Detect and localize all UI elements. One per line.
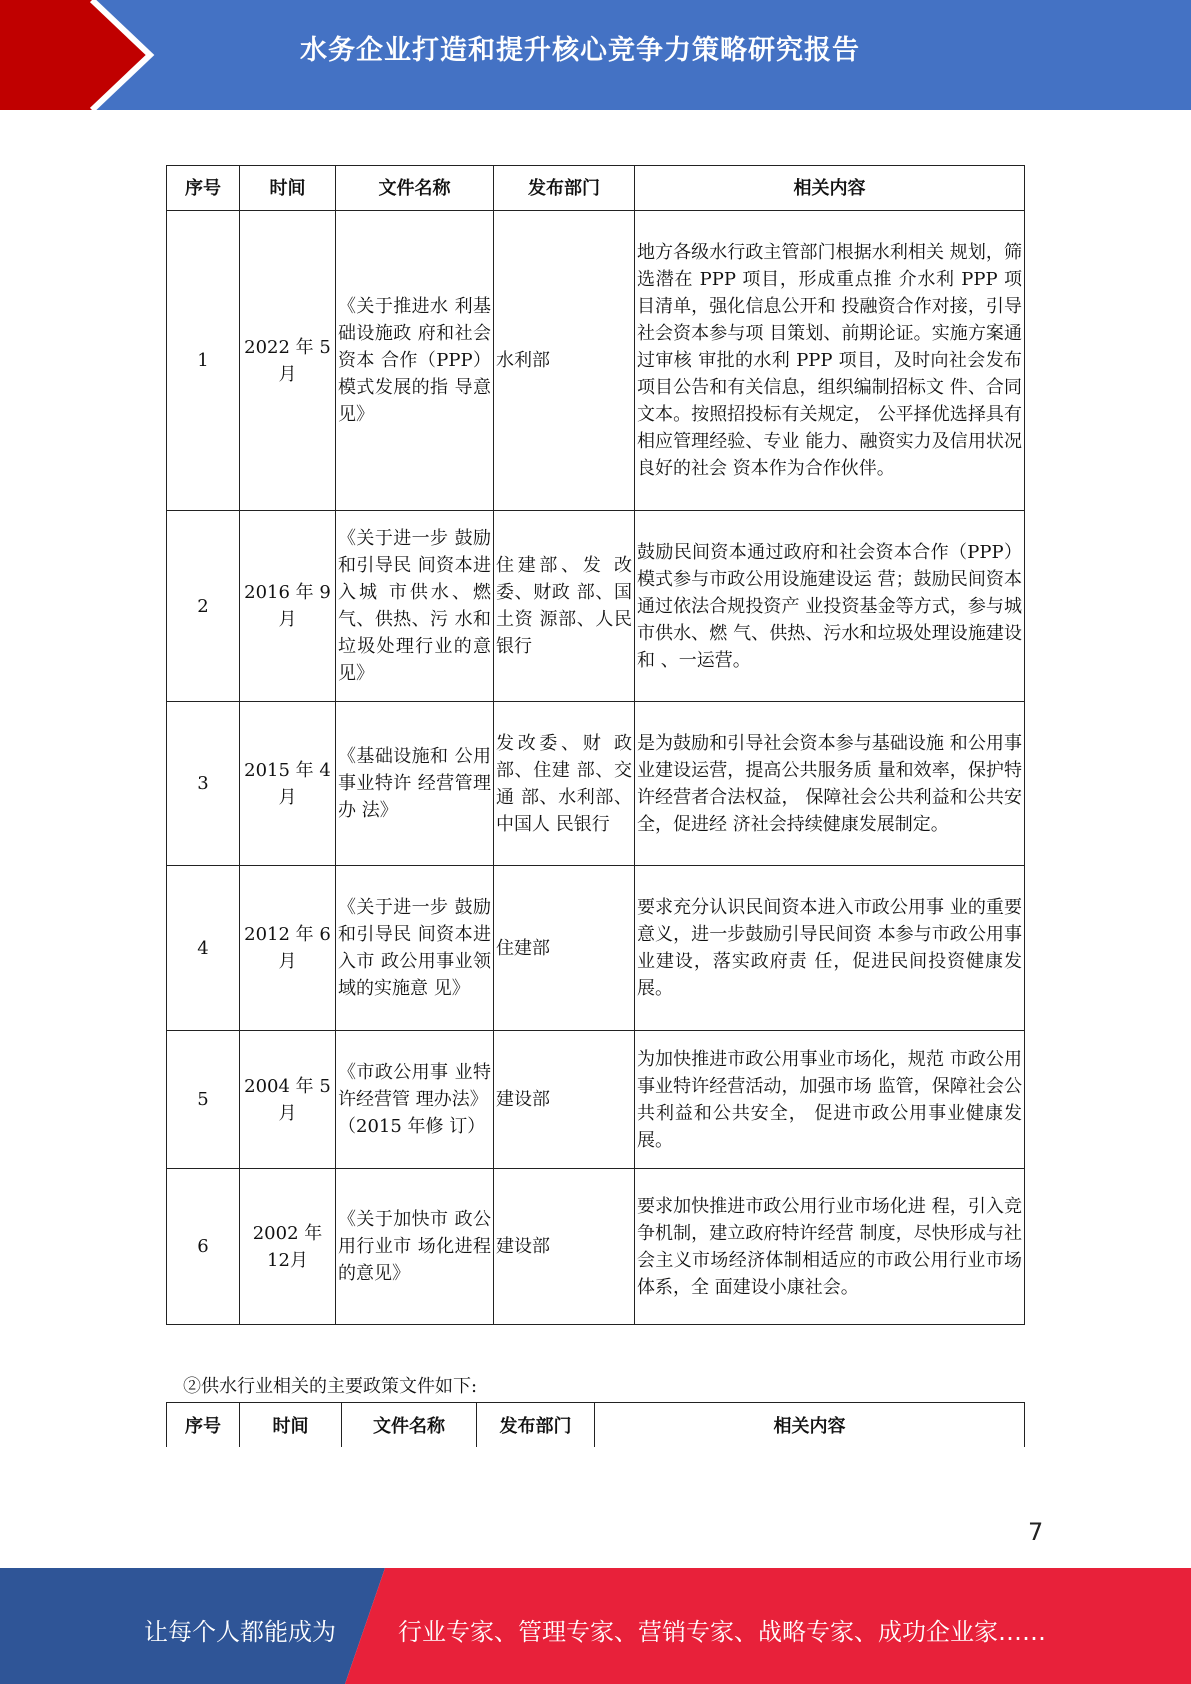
- table-header-row: [167, 1403, 1025, 1448]
- col-header-name: 文件名称: [342, 1403, 477, 1448]
- row-dept: 住建部: [494, 866, 635, 1031]
- row-no: 6: [167, 1169, 240, 1325]
- policy-table-2: [166, 1402, 1025, 1447]
- table-row: [167, 702, 1025, 866]
- row-time: 2015 年 4月: [240, 702, 336, 866]
- row-content: 为加快推进市政公用事业市场化，规范 市政公用事业特许经营活动，加强市场 监管，保障社会公共利益和公共安全， 促进市政公用事业健康发展。: [635, 1031, 1025, 1169]
- table-header-row: [167, 166, 1025, 211]
- row-name-title: 《市政公用事 业特许经营管 理办法》: [338, 1062, 491, 1110]
- row-dept: 住建部、发 改委、财政 部、国土资 源部、人民 银行: [494, 511, 635, 702]
- row-name-note: （2015 年修 订）: [338, 1116, 486, 1137]
- row-name: [336, 1031, 494, 1169]
- row-no: 3: [167, 702, 240, 866]
- table-row: [167, 211, 1025, 511]
- row-time: 2012 年 6月: [240, 866, 336, 1031]
- col-header-time: 时间: [240, 166, 336, 211]
- row-name: 《关于进一步 鼓励和引导民 间资本进入市 政公用事业领 域的实施意 见》: [336, 866, 494, 1031]
- policy-table: [166, 165, 1025, 1325]
- section-heading: ②供水行业相关的主要政策文件如下:: [183, 1376, 478, 1397]
- col-header-content: 相关内容: [595, 1403, 1025, 1448]
- row-dept: 建设部: [494, 1169, 635, 1325]
- row-content: 是为鼓励和引导社会资本参与基础设施 和公用事业建设运营，提高公共服务质 量和效率，保护特许经营者合法权益， 保障社会公共利益和公共安全，促进经 济社会持续健康发展制定。: [635, 702, 1025, 866]
- footer-slogan-left: 让每个人都能成为: [144, 1618, 336, 1646]
- col-header-name: 文件名称: [336, 166, 494, 211]
- row-time: 2016 年 9月: [240, 511, 336, 702]
- row-no: 4: [167, 866, 240, 1031]
- row-dept: 建设部: [494, 1031, 635, 1169]
- table-row: [167, 1031, 1025, 1169]
- row-time: 2002 年 12月: [240, 1169, 336, 1325]
- table-row: [167, 1169, 1025, 1325]
- row-name: 《关于推进水 利基础设施政 府和社会资本 合作（PPP） 模式发展的指 导意见》: [336, 211, 494, 511]
- row-content: 要求加快推进市政公用行业市场化进 程，引入竞争机制，建立政府特许经营 制度，尽快形成与社会主义市场经济体制相适应的市政公用行业市场体系，全 面建设小康社会。: [635, 1169, 1025, 1325]
- col-header-content: 相关内容: [635, 166, 1025, 211]
- col-header-dept: 发布部门: [494, 166, 635, 211]
- table-row: [167, 866, 1025, 1031]
- page-number: 7: [1028, 1518, 1044, 1546]
- header-arrow-decoration: [0, 0, 160, 110]
- col-header-no: 序号: [167, 166, 240, 211]
- footer-slogan-right: 行业专家、管理专家、营销专家、战略专家、成功企业家……: [398, 1618, 1046, 1646]
- row-time: 2022 年 5月: [240, 211, 336, 511]
- table-row: [167, 511, 1025, 702]
- row-no: 1: [167, 211, 240, 511]
- col-header-dept: 发布部门: [477, 1403, 595, 1448]
- row-content: 要求充分认识民间资本进入市政公用事 业的重要意义，进一步鼓励引导民间资 本参与市政公用事业建设，落实政府责 任，促进民间投资健康发展。: [635, 866, 1025, 1031]
- row-time: 2004 年 5月: [240, 1031, 336, 1169]
- row-name: 《基础设施和 公用事业特许 经营管理办 法》: [336, 702, 494, 866]
- row-dept: 发改委、财 政部、住建 部、交通 部、水利部、中国人 民银行: [494, 702, 635, 866]
- col-header-time: 时间: [240, 1403, 342, 1448]
- page-footer: [0, 1568, 1191, 1684]
- row-content: 地方各级水行政主管部门根据水利相关 规划，筛选潜在 PPP 项目，形成重点推 介水利 PPP 项目清单，强化信息公开和 投融资合作对接，引导社会资本参与项 目策划、前期论证。实施方案通过审核 审批的水利 PPP 项目，及时向社会发布 项目公告和有关信息，组织编制招标文 件、合同文本。按照招投标有关规定， 公平择优选择具有相应管理经验、专业 能力、融资实力及信用状况良好的社会 资本作为合作伙伴。: [635, 211, 1025, 511]
- page-header: [0, 0, 1191, 110]
- row-no: 2: [167, 511, 240, 702]
- row-no: 5: [167, 1031, 240, 1169]
- header-title: 水务企业打造和提升核心竞争力策略研究报告: [300, 35, 860, 66]
- row-name: 《关于加快市 政公用行业市 场化进程的意见》: [336, 1169, 494, 1325]
- row-name: 《关于进一步 鼓励和引导民 间资本进入城 市供水、燃 气、供热、污 水和垃圾处理行业的意见》: [336, 511, 494, 702]
- row-content: 鼓励民间资本通过政府和社会资本合作（PPP）模式参与市政公用设施建设运 营；鼓励民间资本通过依法合规投资产 业投资基金等方式，参与城市供水、燃 气、供热、污水和垃圾处理设施建设和 、一运营。: [635, 511, 1025, 702]
- row-dept: 水利部: [494, 211, 635, 511]
- col-header-no: 序号: [167, 1403, 240, 1448]
